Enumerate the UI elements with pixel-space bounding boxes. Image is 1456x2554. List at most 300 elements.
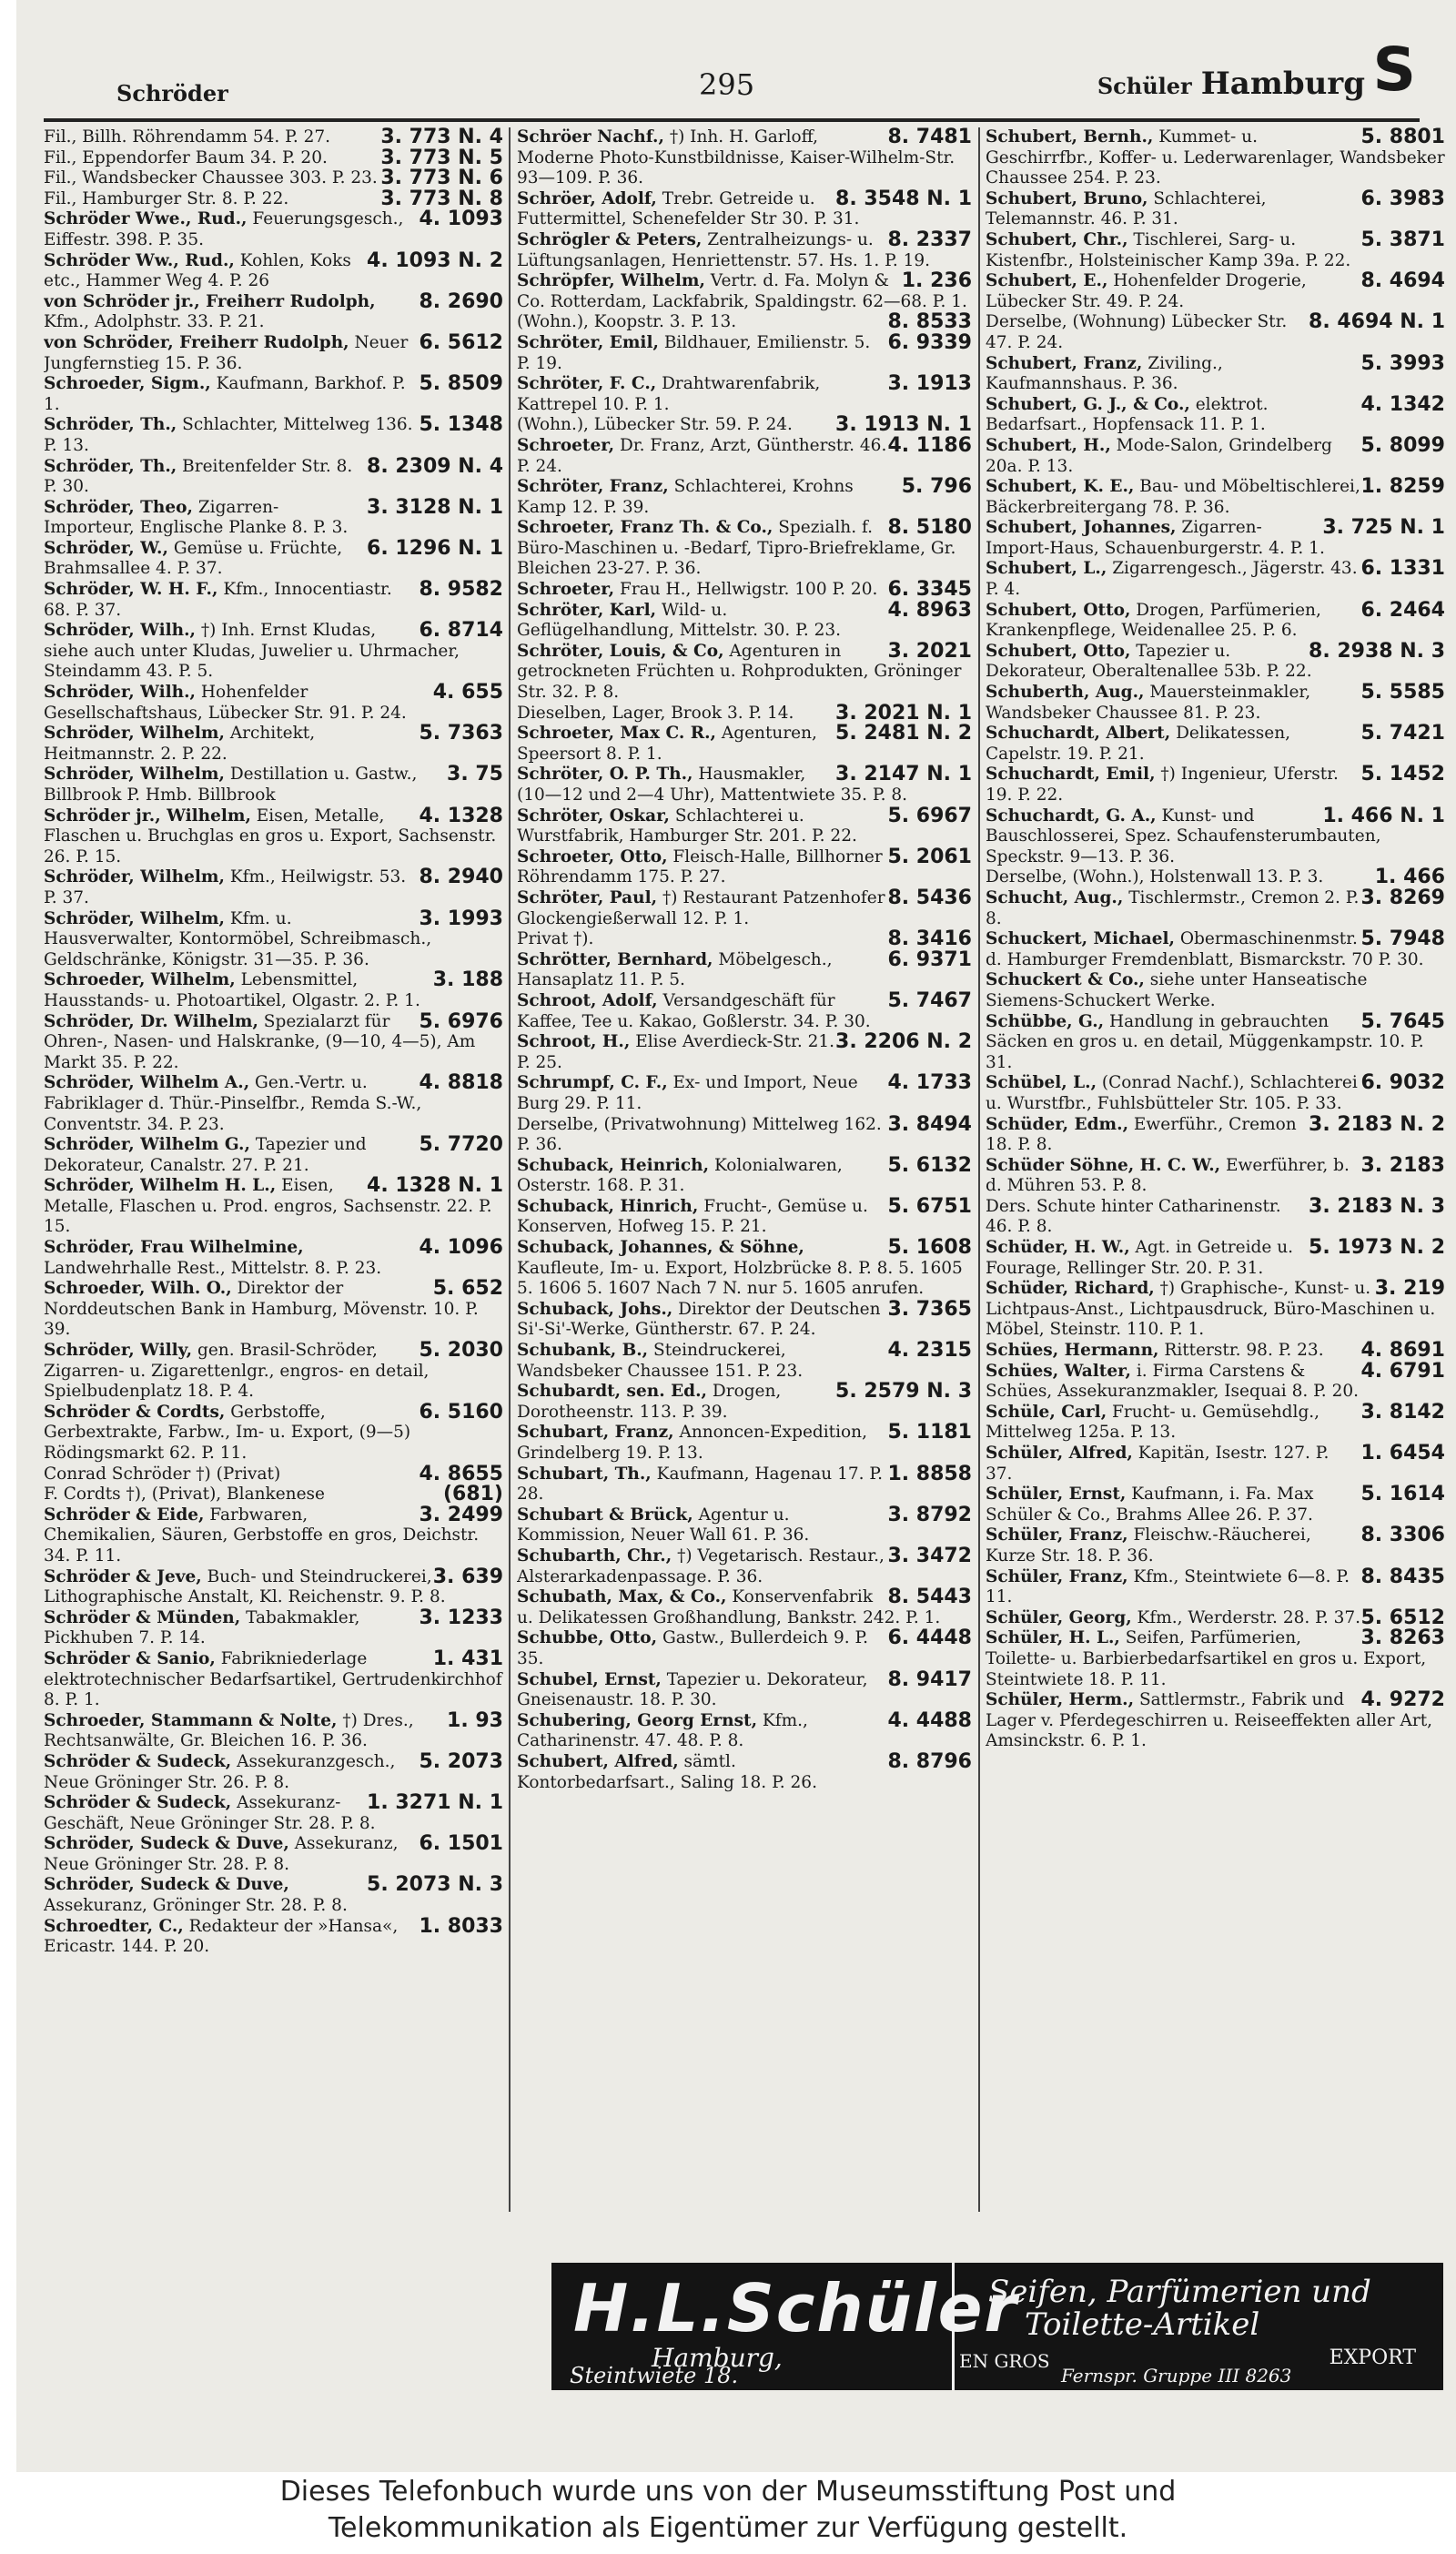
entry-details: Frucht- u. Gemüsehdlg., Mittelweg 125a. P. 13.	[986, 1402, 1320, 1443]
entry-phone: 1. 8033	[419, 1914, 503, 1938]
entry-phone: 3. 639	[432, 1565, 503, 1588]
entry-details: Schlachterei, Krohns Kamp 12. P. 39.	[517, 477, 854, 517]
column-3	[986, 127, 1445, 2212]
listing-entry	[986, 1009, 1445, 1074]
entry-phone: 4. 4488	[887, 1708, 972, 1732]
listing-entry	[986, 867, 1445, 888]
entry-name: Schröder & Eide,	[44, 1505, 205, 1525]
listing-entry	[44, 168, 503, 189]
entry-details: sämtl. Kontorbedarfsart., Saling 18. P. 26.	[517, 1751, 817, 1792]
entry-phone: 8. 5436	[887, 886, 972, 909]
entry-details: Destillation u. Gastw., Billbrook P. Hmb. Billbrook	[44, 765, 418, 805]
listing-entry	[986, 598, 1445, 642]
entry-name: Schubert, Franz,	[986, 353, 1143, 373]
entry-phone: 5. 7363	[419, 722, 503, 745]
entry-details: Zigarren-Import-Haus, Schauenburgerstr. 4. P. 1.	[986, 518, 1325, 558]
entry-phone: 8. 5180	[887, 516, 972, 540]
listing-entry	[44, 1400, 503, 1464]
entry-name: Schrögler & Peters,	[517, 229, 703, 249]
entry-details: Mauersteinmakler, Wandsbeker Chaussee 81. P. 23.	[986, 683, 1311, 723]
page-number: 295	[699, 67, 755, 102]
entry-phone: 5. 1614	[1360, 1483, 1445, 1506]
entry-details: Kfm., Steintwiete 6—8. P. 11.	[986, 1566, 1350, 1607]
column-divider	[509, 127, 511, 2212]
entry-name: Schüler, Herm.,	[986, 1690, 1135, 1710]
entry-name: Schubardt, sen. Ed.,	[517, 1382, 707, 1402]
listing-entry	[986, 1279, 1445, 1341]
column-divider	[978, 127, 980, 2212]
entry-details: †) Dres., Rechtsanwälte, Gr. Bleichen 16. P. 36.	[44, 1710, 414, 1751]
entry-phone: 8. 2337	[887, 228, 972, 251]
entry-details: Eisen, Metalle, Flaschen u. Bruchglas en gros u. Export, Sachsenstr. 26. P. 15.	[44, 806, 497, 867]
listing-entry	[44, 867, 503, 908]
entry-phone: 6. 9032	[1360, 1071, 1445, 1095]
entry-name: Schrumpf, C. F.,	[517, 1073, 668, 1093]
listing-entry	[44, 1073, 503, 1135]
listing-entry	[44, 1708, 503, 1752]
entry-details: Ritterstr. 98. P. 23.	[1164, 1341, 1324, 1361]
entry-name: Schröder, Frau Wilhelmine,	[44, 1238, 304, 1258]
entry-details: Frucht-, Gemüse u. Konserven, Hofweg 15. P. 21.	[517, 1196, 868, 1237]
column-1	[44, 127, 503, 2212]
entry-name: Schuchardt, Albert,	[986, 724, 1171, 744]
entry-phone: 4. 9272	[1360, 1688, 1445, 1712]
entry-phone: 6. 3345	[887, 578, 972, 602]
listing-entry	[986, 1194, 1445, 1238]
entry-name: Schuberth, Aug.,	[986, 683, 1145, 703]
listing-entry	[986, 433, 1445, 477]
entry-details: Agenturen, Speersort 8. P. 1.	[517, 724, 817, 764]
entry-details: gen. Brasil-Schröder, Zigarren- u. Zigarettenlgr., engros- en detail, Spielbudenplatz 18. P. 4.	[44, 1341, 430, 1402]
entry-name: Schubert, K. E.,	[986, 477, 1135, 497]
listing-entry	[44, 1649, 503, 1711]
entry-phone: 3. 2021 N. 1	[835, 701, 972, 725]
footer-note	[0, 2474, 1456, 2554]
entry-details: Zigarren-Importeur, Englische Planke 8. P. 3.	[44, 497, 349, 538]
entry-details: Schlachterei, Telemannstr. 46. P. 31.	[986, 188, 1267, 229]
entry-details: Ex- und Import, Neue Burg 29. P. 11.	[517, 1073, 858, 1113]
entry-name: Schröter, Emil,	[517, 332, 659, 352]
entry-details: †) Inh. H. Garloff, Moderne Photo-Kunstbildnisse, Kaiser-Wilhelm-Str. 93—109. P. 36.	[517, 127, 956, 188]
entry-name: Schubert, Alfred,	[517, 1751, 679, 1771]
entry-details: Kolonialwaren, Osterstr. 168. P. 31.	[517, 1155, 843, 1196]
listing-entry	[44, 1608, 503, 1649]
entry-name: Schröter, F. C.,	[517, 374, 657, 394]
entry-name: Schröter, Franz,	[517, 477, 669, 497]
listing-entry	[986, 1073, 1445, 1114]
entry-name: Schroeder, Wilh. O.,	[44, 1279, 232, 1299]
entry-phone: 3. 7365	[887, 1297, 972, 1321]
entry-phone: 4. 1328 N. 1	[367, 1174, 503, 1198]
listing-entry	[986, 765, 1445, 806]
listing-entry	[986, 1359, 1445, 1403]
entry-phone: 3. 1233	[419, 1606, 503, 1629]
entry-phone: 8. 3306	[1360, 1524, 1445, 1547]
listing-columns	[44, 127, 1445, 2212]
entry-details: Lebensmittel, Hausstands- u. Photoartikel, Olgastr. 2. P. 1.	[44, 970, 420, 1010]
listing-entry	[44, 970, 503, 1011]
entry-phone: 5. 6512	[1360, 1606, 1445, 1629]
entry-name: Schröder, Th.,	[44, 456, 177, 476]
entry-phone: 4. 1096	[419, 1236, 503, 1260]
entry-phone: 3. 219	[1374, 1277, 1445, 1301]
entry-name: Schüler, H. L.,	[986, 1628, 1120, 1648]
listing-entry	[44, 1341, 503, 1403]
entry-name: Schuback, Johannes, & Söhne,	[517, 1238, 804, 1258]
listing-entry	[986, 1400, 1445, 1444]
entry-name: Schuchardt, G. A.,	[986, 806, 1157, 826]
listing-entry	[517, 806, 972, 847]
entry-name: Schroeder, Stammann & Nolte,	[44, 1710, 338, 1730]
footer-line-2: Telekommunikation als Eigentümer zur Verfügung gestellt.	[328, 2512, 1128, 2544]
entry-details: Schlachterei u. Wurstfabrik, Hamburger Str. 201. P. 22.	[517, 806, 857, 846]
entry-name: Schubath, Max, & Co.,	[517, 1587, 727, 1607]
entry-phone: 3. 8494	[887, 1112, 972, 1136]
entry-name: Schrötter, Bernhard,	[517, 949, 713, 969]
entry-name: Schröder, Wilhelm,	[44, 724, 225, 744]
listing-entry	[517, 1238, 972, 1300]
listing-entry	[44, 209, 503, 250]
listing-entry	[44, 683, 503, 724]
entry-name: Schröder, Sudeck & Duve,	[44, 1834, 289, 1854]
listing-entry	[517, 330, 972, 374]
listing-entry	[517, 580, 972, 601]
entry-name: Schüler, Franz,	[986, 1525, 1128, 1546]
entry-name: Schröer Nachf.,	[517, 127, 664, 147]
entry-phone: 3. 773 N. 4	[380, 127, 503, 148]
entry-name: Schuback, Hinrich,	[517, 1196, 699, 1216]
listing-entry	[517, 724, 972, 765]
listing-entry	[986, 1238, 1445, 1279]
entry-details: Tabakmakler, Pickhuben 7. P. 14.	[44, 1607, 360, 1648]
listing-entry	[44, 1464, 503, 1485]
entry-details: Derselbe, (Privatwohnung) Mittelweg 162. P. 36.	[517, 1114, 882, 1155]
entry-phone: 8. 2938 N. 3	[1309, 639, 1445, 663]
entry-details: Tapezier u. Dekorateur, Gneisenaustr. 18. P. 30.	[517, 1669, 868, 1710]
entry-phone: 3. 8269	[1360, 886, 1445, 909]
entry-phone: 3. 8263	[1360, 1627, 1445, 1650]
entry-phone: 6. 4448	[887, 1627, 972, 1650]
entry-details: Assekuranz, Neue Gröninger Str. 28. P. 8.	[44, 1834, 399, 1874]
entry-details: Konservenfabrik u. Delikatessen Großhandlung, Bankstr. 242. P. 1.	[517, 1587, 941, 1627]
entry-phone: 6. 9339	[887, 330, 972, 354]
listing-entry	[44, 330, 503, 374]
listing-entry	[986, 970, 1445, 1011]
entry-details: Kfm., Werderstr. 28. P. 37.	[1137, 1607, 1360, 1627]
entry-details: Agt. in Getreide u. Fourage, Rellinger Str. 20. P. 31.	[986, 1238, 1293, 1278]
entry-details: (Wohn.), Lübecker Str. 59. P. 24.	[517, 415, 793, 435]
entry-name: Schröter, Oskar,	[517, 806, 670, 826]
entry-name: Schubart & Brück,	[517, 1505, 693, 1525]
entry-name: Schröder, Wilhelm,	[44, 765, 225, 785]
listing-entry	[517, 598, 972, 642]
entry-phone: 4. 8655	[419, 1462, 503, 1485]
entry-phone: 4. 1328	[419, 804, 503, 827]
listing-entry	[517, 1628, 972, 1669]
entry-phone: 3. 2206 N. 2	[835, 1030, 972, 1054]
entry-phone: 1. 8259	[1360, 475, 1445, 499]
entry-name: Schröder, Dr. Wilhelm,	[44, 1011, 258, 1031]
entry-phone: 3. 2021	[887, 639, 972, 663]
entry-name: Schröter, Paul,	[517, 887, 658, 907]
listing-entry	[986, 929, 1445, 970]
entry-details: Gerbstoffe, Gerbextrakte, Farbw., Im- u. Export, (9—5) Rödingsmarkt 62. P. 11.	[44, 1402, 411, 1463]
listing-entry	[44, 1279, 503, 1341]
entry-details: F. Cordts †), (Privat), Blankenese	[44, 1485, 325, 1505]
entry-name: Schröder & Sanio,	[44, 1648, 216, 1668]
entry-details: Hausmakler, (10—12 und 2—4 Uhr), Mattentwiete 35. P. 8.	[517, 765, 907, 805]
entry-name: Schröder & Sudeck,	[44, 1793, 232, 1813]
listing-entry	[44, 1485, 503, 1505]
listing-entry	[517, 374, 972, 415]
entry-details: Privat †).	[517, 929, 594, 949]
listing-entry	[44, 1914, 503, 1958]
entry-details: Direktor der Deutschen Si'-Si'-Werke, Güntherstr. 67. P. 24.	[517, 1299, 881, 1340]
entry-phone: 5. 2073	[419, 1749, 503, 1773]
advertisement	[551, 2263, 1443, 2390]
entry-name: Schröpfer, Wilhelm,	[517, 271, 705, 291]
entry-name: Schröder, Th.,	[44, 415, 177, 435]
entry-phone: 4. 1093	[419, 208, 503, 231]
entry-phone: 4. 8963	[887, 598, 972, 622]
entry-details: Landwehrhalle Rest., Mittelstr. 8. P. 23.	[44, 1258, 382, 1278]
entry-details: Fleisch-Halle, Billhorner Röhrendamm 175. P. 27.	[517, 846, 883, 887]
entry-details: Kaufmann, Barkhof. P. 1.	[44, 374, 406, 414]
entry-name: Schroeter, Max C. R.,	[517, 724, 717, 744]
entry-name: Schröder, Theo,	[44, 497, 193, 517]
listing-entry	[44, 1505, 503, 1567]
listing-entry	[986, 351, 1445, 395]
entry-details: Drogen, Dorotheenstr. 113. P. 39.	[517, 1382, 782, 1422]
entry-phone: 4. 655	[432, 681, 503, 704]
entry-phone: 3. 773 N. 6	[380, 167, 503, 190]
entry-phone: 6. 1331	[1360, 557, 1445, 581]
entry-name: von Schröder jr., Freiherr Rudolph,	[44, 291, 376, 311]
entry-details: Versandgeschäft für Kaffee, Tee u. Kakao, Goßlerstr. 34. P. 30.	[517, 990, 871, 1031]
entry-name: Schröder, Willy,	[44, 1341, 193, 1361]
listing-entry	[44, 1567, 503, 1608]
entry-phone: 3. 3128 N. 1	[367, 495, 503, 519]
ad-products-line-1: Seifen, Parfümerien und	[988, 2274, 1371, 2310]
listing-entry	[44, 1009, 503, 1074]
entry-details: Zigarrengesch., Jägerstr. 43. P. 4.	[986, 559, 1358, 600]
entry-details: Seifen, Parfümerien, Toilette- u. Barbierbedarfsartikel en gros u. Export, Steintwiete 18. P. 11.	[986, 1628, 1427, 1689]
listing-entry	[986, 1153, 1445, 1197]
listing-entry	[517, 1112, 972, 1156]
listing-entry	[44, 765, 503, 806]
listing-entry	[517, 847, 972, 888]
entry-phone: 1. 236	[901, 269, 972, 293]
entry-phone: 5. 2073 N. 3	[367, 1873, 503, 1897]
listing-entry	[517, 1667, 972, 1711]
entry-name: Schroeder, Wilhelm,	[44, 970, 236, 990]
entry-name: Schubank, B.,	[517, 1341, 649, 1361]
entry-phone: 6. 5160	[419, 1400, 503, 1424]
entry-phone: 6. 1296 N. 1	[367, 536, 503, 560]
entry-details: Kohlen, Koks etc., Hammer Weg 4. P. 26	[44, 250, 351, 291]
entry-name: Schröder, Wilhelm G.,	[44, 1135, 250, 1155]
entry-phone: 5. 6976	[419, 1009, 503, 1033]
listing-entry	[44, 724, 503, 765]
entry-phone: 3. 1913 N. 1	[835, 413, 972, 437]
entry-details: (Conrad Nachf.), Schlachterei u. Wurstfbr., Fuhlsbütteler Str. 105. P. 33.	[986, 1073, 1358, 1113]
entry-name: Schröder & Jeve,	[44, 1566, 202, 1586]
entry-details: Fil., Hamburger Str. 8. P. 22.	[44, 188, 289, 208]
listing-entry	[517, 1423, 972, 1464]
entry-phone: 3. 725 N. 1	[1322, 516, 1445, 540]
listing-entry	[517, 1464, 972, 1505]
listing-entry	[44, 415, 503, 456]
entry-phone: 8. 4694	[1360, 269, 1445, 293]
entry-name: Schubart, Franz,	[517, 1423, 674, 1443]
entry-name: Schröter, Louis, & Co,	[517, 641, 724, 661]
entry-phone: 8. 9417	[887, 1667, 972, 1691]
entry-details: Sattlermstr., Fabrik und Lager v. Pferdegeschirren u. Reiseeffekten aller Art, Amsinckstr. 6. P. 1.	[986, 1690, 1433, 1751]
listing-entry	[517, 415, 972, 436]
entry-details: Kaufleute, Im- u. Export, Holzbrücke 8. P. 8. 5. 1605 5. 1606 5. 1607 Nach 7 N. nur 5. 1605 anrufen.	[517, 1258, 963, 1299]
entry-details: Zentralheizungs- u. Lüftungsanlagen, Henriettenstr. 57. Hs. 1. P. 19.	[517, 229, 931, 270]
entry-phone: 3. 2183 N. 2	[1309, 1112, 1445, 1136]
entry-details: †) Ingenieur, Uferstr. 19. P. 22.	[986, 765, 1339, 805]
listing-entry	[44, 127, 503, 148]
entry-details: Drahtwarenfabrik, Kattrepel 10. P. 1.	[517, 374, 821, 414]
entry-name: Schroeter, Franz Th. & Co.,	[517, 518, 774, 538]
listing-entry	[517, 929, 972, 950]
listing-entry	[517, 518, 972, 580]
listing-entry	[986, 230, 1445, 271]
entry-details: †) Graphische-, Kunst- u. Lichtpaus-Anst., Lichtpausdruck, Büro-Maschinen u. Möbel, Steinstr. 110. P. 1.	[986, 1279, 1436, 1340]
listing-entry	[986, 1341, 1445, 1362]
listing-entry	[986, 1525, 1445, 1566]
entry-details: Frau H., Hellwigstr. 100 P. 20.	[619, 580, 878, 600]
entry-name: Schubert, E.,	[986, 271, 1108, 291]
entry-name: Schroeter, Otto,	[517, 846, 668, 867]
header-rule	[44, 118, 1420, 122]
listing-entry	[44, 1875, 503, 1916]
entry-phone: 4. 1093 N. 2	[367, 248, 503, 272]
entry-details: Delikatessen, Capelstr. 19. P. 21.	[986, 724, 1291, 764]
entry-details: Fabrikniederlage elektrotechnischer Bedarfsartikel, Gertrudenkirchhof 8. P. 1.	[44, 1648, 502, 1710]
entry-details: (Wohn.), Koopstr. 3. P. 13.	[517, 312, 737, 332]
entry-phone: 5. 2481 N. 2	[835, 722, 972, 745]
entry-phone: 5. 8099	[1360, 433, 1445, 457]
entry-phone: 5. 1181	[887, 1421, 972, 1444]
listing-entry	[986, 392, 1445, 436]
entry-name: Schubert, H.,	[986, 435, 1111, 455]
entry-name: Schroot, Adolf,	[517, 990, 658, 1010]
entry-phone: 3. 75	[447, 763, 503, 786]
entry-name: Schubarth, Chr.,	[517, 1546, 672, 1566]
listing-entry	[517, 477, 972, 518]
entry-phone: 4. 1342	[1360, 392, 1445, 416]
entry-details: siehe unter Hanseatische Siemens-Schuckert Werke.	[986, 970, 1368, 1010]
entry-name: Schubering, Georg Ernst,	[517, 1710, 758, 1730]
entry-details: Fil., Wandsbecker Chaussee 303. P. 23.	[44, 168, 378, 188]
entry-name: Schuback, Heinrich,	[517, 1155, 710, 1175]
entry-name: Schröder Wwe., Rud.,	[44, 209, 248, 229]
entry-name: Schröder & Cordts,	[44, 1402, 226, 1422]
entry-phone: 4. 2315	[887, 1339, 972, 1363]
entry-phone: 5. 8509	[419, 372, 503, 396]
entry-details: Buch- und Steindruckerei, Lithographische Anstalt, Kl. Reichenstr. 9. P. 8.	[44, 1566, 446, 1607]
entry-phone: 3. 2499	[419, 1503, 503, 1526]
listing-entry	[517, 1708, 972, 1752]
entry-name: Schubert, Bernh.,	[986, 127, 1154, 147]
listing-entry	[517, 271, 972, 312]
entry-name: Schubart, Th.,	[517, 1464, 652, 1484]
entry-details: Obermaschinenmstr. d. Hamburger Fremdenblatt, Bismarckstr. 70 P. 30.	[986, 929, 1424, 969]
entry-phone: 5. 6751	[887, 1194, 972, 1218]
entry-name: Schües, Hermann,	[986, 1341, 1159, 1361]
entry-name: Schröder, Wilh.,	[44, 621, 196, 641]
entry-phone: 5. 3993	[1360, 351, 1445, 375]
entry-phone: 4. 1186	[887, 433, 972, 457]
entry-phone: 8. 4694 N. 1	[1309, 310, 1445, 334]
listing-entry	[44, 189, 503, 210]
entry-phone: 5. 1452	[1360, 763, 1445, 786]
entry-details: i. Firma Carstens & Schües, Assekuranzmakler, Isequai 8. P. 20.	[986, 1361, 1359, 1402]
entry-details: Assekuranzgesch., Neue Gröninger Str. 26. P. 8.	[44, 1751, 396, 1792]
entry-phone: 5. 2579 N. 3	[835, 1380, 972, 1404]
entry-details: Kunst- und Bauschlosserei, Spez. Schaufensterumbauten, Speckstr. 9—13. P. 36.	[986, 806, 1381, 867]
entry-details: Ewerführer, b. d. Mühren 53. P. 8.	[986, 1155, 1350, 1196]
entry-phone: 8. 3548 N. 1	[835, 187, 972, 210]
ad-export: EXPORT	[1329, 2346, 1416, 2369]
entry-details: Agentur u. Kommission, Neuer Wall 61. P. 36.	[517, 1505, 810, 1546]
entry-phone: 8. 9582	[419, 578, 503, 602]
entry-details: Kummet- u. Geschirrfbr., Koffer- u. Lederwarenlager, Wandsbeker Chaussee 254. P. 23.	[986, 127, 1445, 188]
entry-phone: 5. 5585	[1360, 681, 1445, 704]
entry-name: Schröder Ww., Rud.,	[44, 250, 235, 270]
entry-details: Breitenfelder Str. 8. P. 30.	[44, 456, 353, 497]
entry-phone: 6. 1501	[419, 1832, 503, 1856]
entry-details: Bau- und Möbeltischlerei, Bäckerbreitergang 78. P. 36.	[986, 477, 1360, 517]
entry-phone: 3. 2183 N. 3	[1309, 1194, 1445, 1218]
entry-details: †) Vegetarisch. Restaur., Alsterarkadenpassage. P. 36.	[517, 1546, 885, 1586]
entry-phone: 8. 2690	[419, 289, 503, 313]
entry-name: Schüle, Carl,	[986, 1402, 1107, 1422]
listing-entry	[44, 1238, 503, 1279]
entry-phone: 3. 8792	[887, 1503, 972, 1526]
entry-name: Schucht, Aug.,	[986, 887, 1124, 907]
entry-name: Schröder, Wilhelm,	[44, 867, 225, 887]
listing-entry	[517, 988, 972, 1032]
entry-name: Schröder jr., Wilhelm,	[44, 806, 251, 826]
entry-details: Gemüse u. Früchte, Brahmsallee 4. P. 37.	[44, 538, 343, 579]
listing-entry	[44, 374, 503, 415]
entry-details: Assekuranz-Geschäft, Neue Gröninger Str. 28. P. 8.	[44, 1793, 376, 1833]
entry-details: Mode-Salon, Grindelberg 20a. P. 13.	[986, 435, 1332, 476]
listing-entry	[986, 477, 1445, 518]
entry-phone: 5. 652	[432, 1277, 503, 1301]
entry-details: Ewerführ., Cremon 18. P. 8.	[986, 1114, 1297, 1155]
entry-phone: 3. 8142	[1360, 1400, 1445, 1424]
entry-name: Schröder & Münden,	[44, 1607, 241, 1627]
listing-entry	[44, 806, 503, 868]
listing-entry	[986, 1112, 1445, 1156]
entry-name: Schuback, Johs.,	[517, 1299, 673, 1319]
entry-name: Schubel, Ernst,	[517, 1669, 662, 1689]
entry-phone: 6. 9371	[887, 948, 972, 971]
entry-phone: 1. 466	[1374, 866, 1445, 889]
column-2	[517, 127, 972, 2212]
entry-name: Schübbe, G.,	[986, 1011, 1105, 1031]
ad-street: Steintwiete 18.	[570, 2363, 739, 2388]
listing-entry	[44, 1176, 503, 1238]
listing-entry	[986, 1444, 1445, 1485]
entry-phone: 8. 2940	[419, 866, 503, 889]
entry-name: Schröder, Wilhelm A.,	[44, 1073, 250, 1093]
